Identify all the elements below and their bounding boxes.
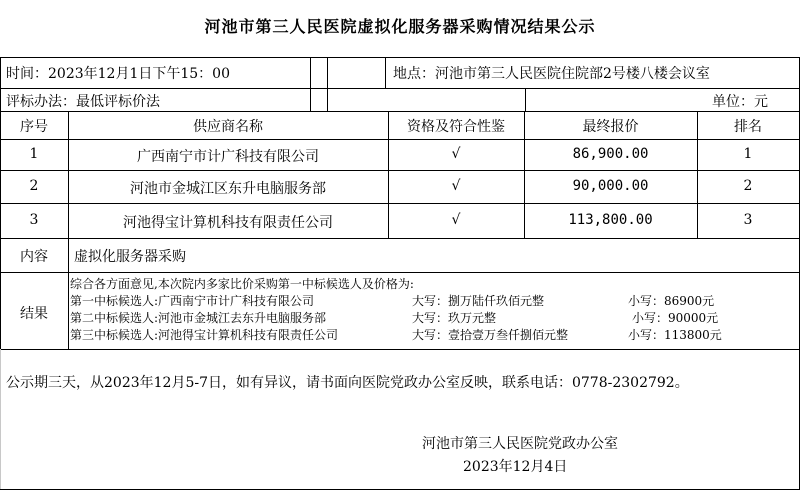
table-row-2-check: √ bbox=[451, 178, 461, 194]
table-row-1-check: √ bbox=[451, 146, 461, 162]
table-row-1-no: 1 bbox=[29, 146, 39, 162]
rule-row3 bbox=[0, 238, 800, 239]
candidate-3-lower: 小写：113800元 bbox=[628, 328, 722, 342]
candidate-1-upper: 大写：捌万陆仟玖佰元整 bbox=[412, 294, 545, 308]
rule-method bbox=[0, 111, 800, 112]
table-row-3-no: 3 bbox=[29, 212, 39, 228]
rule-info bbox=[0, 88, 800, 89]
table-row-3-rank: 3 bbox=[743, 212, 753, 228]
candidate-2-lower: 小写：90000元 bbox=[632, 311, 719, 325]
info-divider-a bbox=[310, 57, 311, 111]
page-title: 河池市第三人民医院虚拟化服务器采购情况结果公示 bbox=[204, 17, 596, 36]
header-rank: 排名 bbox=[734, 119, 762, 135]
header-price: 最终报价 bbox=[582, 119, 639, 135]
currency-unit: 单位：元 bbox=[712, 94, 768, 110]
result-label: 结果 bbox=[20, 306, 48, 322]
rule-row2 bbox=[0, 203, 800, 204]
table-row-2-price: 90,000.00 bbox=[572, 178, 649, 194]
method-divider bbox=[525, 88, 526, 111]
info-divider-b bbox=[327, 57, 328, 111]
table-row-3-price: 113,800.00 bbox=[568, 212, 653, 228]
table-row-1-supplier: 广西南宁市计广科技有限公司 bbox=[137, 149, 319, 165]
table-row-3-supplier: 河池得宝计算机科技有限责任公司 bbox=[123, 215, 333, 231]
rule-row1 bbox=[0, 170, 800, 171]
meeting-time: 时间：2023年12月1日下午15：00 bbox=[6, 66, 230, 82]
table-row-2-rank: 2 bbox=[743, 178, 753, 194]
table-row-2-supplier: 河池市金城江区东升电脑服务部 bbox=[130, 181, 326, 197]
info-divider-c bbox=[385, 57, 386, 88]
header-no: 序号 bbox=[20, 119, 48, 135]
table-row-1-rank: 1 bbox=[743, 146, 753, 162]
result-intro: 综合各方面意见,本次院内多家比价采购第一中标候选人及价格为: bbox=[70, 277, 414, 291]
evaluation-method: 评标办法：最低评标价法 bbox=[6, 94, 160, 110]
table-row-3-check: √ bbox=[451, 212, 461, 228]
candidate-1-lower: 小写：86900元 bbox=[628, 294, 715, 308]
candidate-2-upper: 大写：玖万元整 bbox=[412, 311, 497, 325]
rule-bottom bbox=[0, 489, 800, 490]
content-label: 内容 bbox=[20, 249, 48, 265]
header-supplier: 供应商名称 bbox=[193, 119, 263, 135]
meeting-location: 地点：河池市第三人民医院住院部2号楼八楼会议室 bbox=[393, 66, 710, 82]
rule-top bbox=[0, 57, 800, 58]
objection-notice: 公示期三天，从2023年12月5-7日，如有异议，请书面向医院党政办公室反映，联系电话：0778-2302792。 bbox=[6, 375, 689, 391]
candidate-3-upper: 大写：壹拾壹万叁仟捌佰元整 bbox=[412, 328, 569, 342]
issue-date: 2023年12月4日 bbox=[463, 459, 568, 475]
header-qualification: 资格及符合性鉴 bbox=[407, 119, 505, 135]
rule-header bbox=[0, 139, 800, 140]
content-value: 虚拟化服务器采购 bbox=[74, 249, 186, 265]
candidate-1-name: 第一中标候选人:广西南宁市计广科技有限公司 bbox=[70, 294, 315, 308]
table-row-1-price: 86,900.00 bbox=[572, 146, 649, 162]
candidate-2-name: 第二中标候选人:河池市金城江去东升电脑服务部 bbox=[70, 311, 327, 325]
rule-content bbox=[0, 272, 800, 273]
issuing-office: 河池市第三人民医院党政办公室 bbox=[422, 436, 618, 452]
candidate-3-name: 第三中标候选人:河池得宝计算机科技有限责任公司 bbox=[70, 328, 339, 342]
rule-result bbox=[0, 349, 800, 350]
table-row-2-no: 2 bbox=[29, 178, 39, 194]
grid-left-notice bbox=[0, 349, 1, 489]
